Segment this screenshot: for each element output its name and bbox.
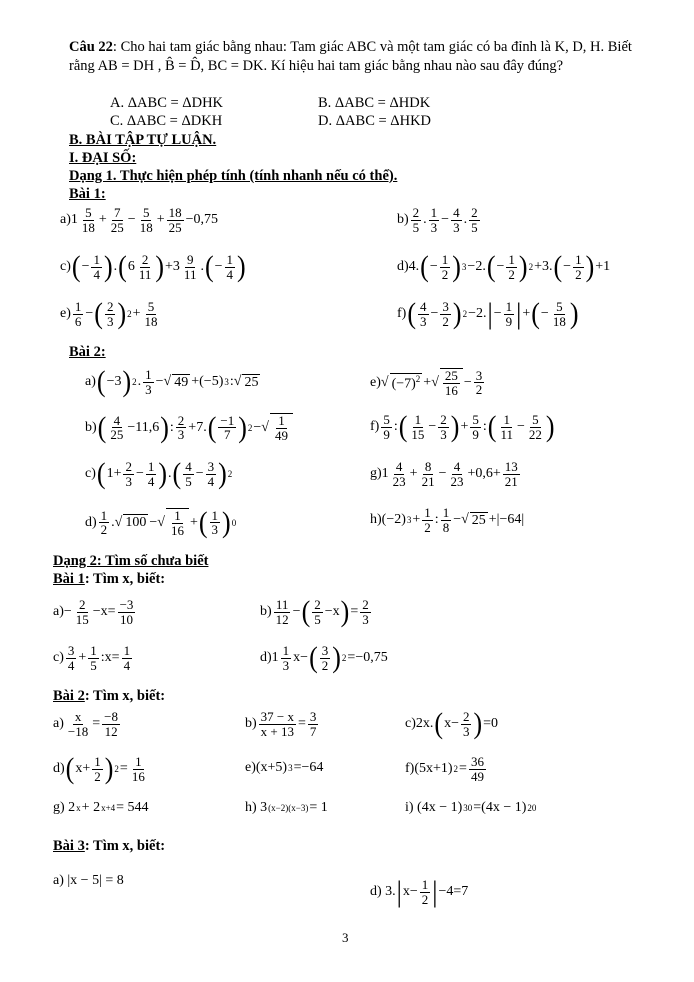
d2-bai3-heading: Bài 3: Tìm x, biết: — [53, 838, 166, 854]
d2-bai2-g: g) 2 x + 2 x+4 = 544 — [53, 800, 149, 815]
bai2-e: e)√ $(-7)^2$ +√ $\frac{25}{16}$ − $\frac{3}{2}$ — [370, 367, 483, 398]
dang1-heading: Dạng 1. Thực hiện phép tính (tính nhanh nếu có thể). — [69, 168, 398, 184]
d2-bai2-h: h) 3 (x−2)(x−3) = 1 — [245, 800, 328, 815]
d2-bai1-a: a)− $\frac{2}{15}$ −x= $\frac{-3}{10}$ — [53, 597, 134, 627]
bai2-b: b) ( $\frac{4}{25}$ −11,6 ) : $\frac{2}{3}$ +7. ( $\frac{-1}{7}$ ) 2 −√ $\frac{1}{49}$ — [85, 413, 293, 442]
question-label: Câu 22 — [69, 39, 113, 55]
d2-bai3-a: a) |x − 5| = 8 — [53, 873, 124, 888]
d2-bai2-c: c)2x. ( x− $\frac{2}{3}$ ) =0 — [405, 706, 499, 741]
bai1-f: f) ( $\frac{4}{3}$ − $\frac{3}{2}$ ) 2 −2. | − $\frac{1}{9}$ | + ( − $\frac{5}{18}$ ) — [397, 296, 579, 331]
section-b-heading: B. BÀI TẬP TỰ LUẬN. — [69, 132, 217, 148]
d2-bai2-d: d) ( x+ $\frac{1}{2}$ ) 2 = $\frac{1}{16}$ — [53, 751, 145, 786]
bai1-d: d)4. ( − $\frac{1}{2}$ ) 3 −2. ( − $\frac{1}{2}$ ) 2 +3. ( − $\frac{1}{2}$ ) +1 — [397, 249, 611, 284]
bai1-a: a)1 $\frac{5}{18}$ + $\frac{7}{25}$ − $\frac{5}{18}$ + $\frac{18}{25}$ −0,75 — [60, 205, 219, 235]
d2-bai1-heading: Bài 1: Tìm x, biết: — [53, 571, 166, 587]
option-c: C. ΔABC = ΔDKH — [110, 113, 223, 129]
option-b: B. ΔABC = ΔHDK — [318, 95, 431, 111]
bai2-h: h)(−2) 3 + $\frac{1}{2}$ : $\frac{1}{8}$ −√ 25 +|−64| — [370, 505, 525, 535]
bai2-a: a) ( −3 ) 2 . $\frac{1}{3}$ −√ 49 +(−5) 3 :√ 25 — [85, 364, 259, 399]
dang2-heading: Dạng 2: Tìm số chưa biết — [53, 553, 209, 569]
bai1-b: b) $\frac{2}{5}$ . $\frac{1}{3}$ − $\frac{4}{3}$ . $\frac{2}{5}$ — [397, 205, 478, 235]
bai1-c: c) ( − $\frac{1}{4}$ ) . ( 6 $\frac{2}{11}$ ) +3 $\frac{9}{11}$ . ( − $\frac{1}{4}$ ) — [60, 249, 246, 284]
bai2-d: d) $\frac{1}{2}$ .√ 100 −√ $\frac{1}{16}$ + ( $\frac{1}{3}$ ) 0 — [85, 505, 237, 539]
d2-bai1-c: c) $\frac{3}{4}$ + $\frac{1}{5}$ :x= $\frac{1}{4}$ — [53, 643, 131, 673]
d2-bai2-a: a) $\frac{x}{-18}$ = $\frac{-8}{12}$ — [53, 709, 118, 739]
section-i-heading: I. ĐẠI SỐ: — [69, 150, 137, 166]
option-d: D. ΔABC = ΔHKD — [318, 113, 432, 129]
bai2-g: g)1 $\frac{4}{23}$ + $\frac{8}{21}$ − $\frac{4}{23}$ +0,6+ $\frac{13}{21}$ — [370, 459, 518, 489]
bai2-heading: Bài 2: — [69, 344, 106, 360]
d2-bai2-b: b) $\frac{37 - x}{x + 13}$ = $\frac{3}{7}$ — [245, 709, 317, 739]
option-a: A. ΔABC = ΔDHK — [110, 95, 224, 111]
d2-bai3-d: d) 3. | x− $\frac{1}{2}$ | −4=7 — [370, 874, 469, 909]
d2-bai2-e: e)(x+5) 3 =−64 — [245, 760, 324, 775]
page-number: 3 — [342, 930, 349, 945]
question-text: : Cho hai tam giác bằng nhau: Tam giác ABC và một tam giác có ba đỉnh là K, D, H. Biết rằng AB = DH , B̂ = D̂, BC = DK. Kí hiệu hai tam giác bằng nhau nào sau đây đúng? — [69, 39, 632, 74]
d2-bai2-f: f)(5x+1) 2 = $\frac{36}{49}$ — [405, 754, 484, 784]
bai1-e: e) $\frac{1}{6}$ − ( $\frac{2}{3}$ ) 2 + $\frac{5}{18}$ — [60, 296, 158, 331]
bai2-c: c) ( 1+ $\frac{2}{3}$ − $\frac{1}{4}$ ) . ( $\frac{4}{5}$ − $\frac{3}{4}$ ) 2 — [85, 456, 233, 491]
d2-bai1-b: b) $\frac{11}{12}$ − ( $\frac{2}{5}$ −x ) = $\frac{2}{3}$ — [260, 594, 369, 629]
d2-bai1-d: d)1 $\frac{1}{3}$ x− ( $\frac{3}{2}$ ) 2 =−0,75 — [260, 640, 388, 675]
d2-bai2-heading: Bài 2: Tìm x, biết: — [53, 688, 166, 704]
d2-bai2-i: i) (4x − 1) 30 =(4x − 1) 20 — [405, 800, 537, 815]
question-22 — [69, 38, 634, 76]
bai2-f: f) $\frac{5}{9}$ : ( $\frac{1}{15}$ − $\frac{2}{3}$ ) + $\frac{5}{9}$ : ( $\frac{1}{11}$ − $\frac{5}{22}$ ) — [370, 409, 555, 444]
bai1-heading: Bài 1: — [69, 186, 106, 202]
